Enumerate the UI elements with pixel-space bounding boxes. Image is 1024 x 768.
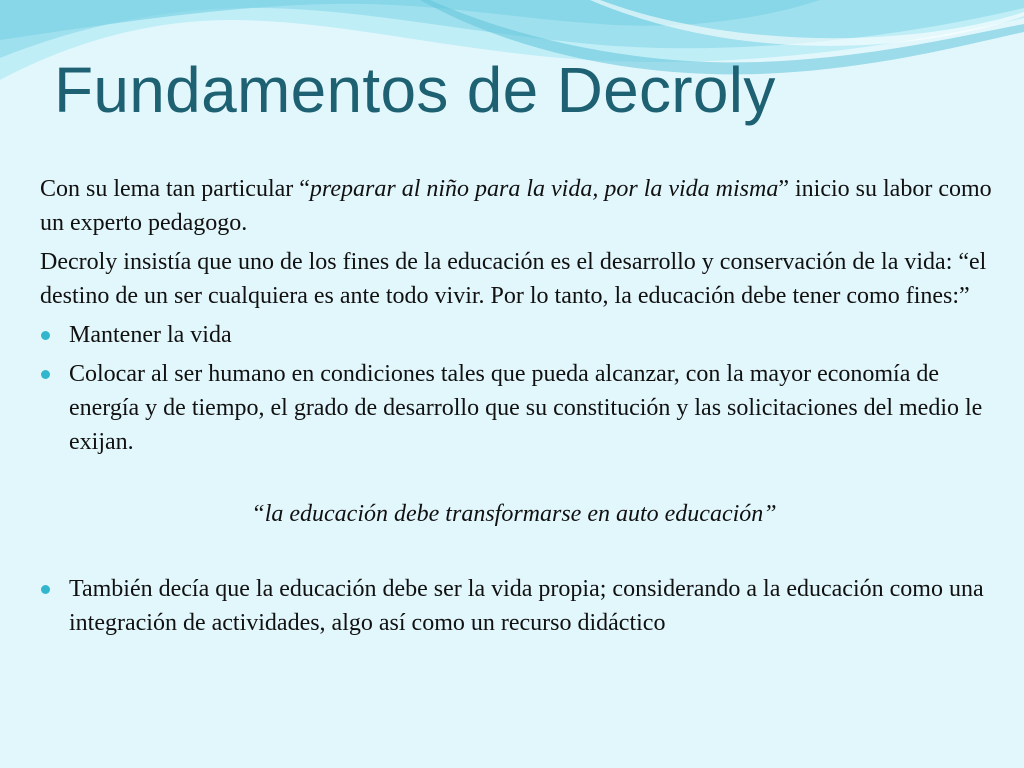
slide-body xyxy=(40,172,1000,645)
intro-suffix: ” inicio su labor como un experto pedagogo. xyxy=(40,176,992,236)
bullet-item xyxy=(40,572,1000,640)
bullet-text: Colocar al ser humano en condiciones tales que pueda alcanzar, con la mayor economía de energía y de tiempo, el grado de desarrollo que su constitución y las solicitaciones del medio le exijan. xyxy=(69,361,983,455)
bullet-text: Mantener la vida xyxy=(69,322,232,348)
quote-text: “la educación debe transformarse en auto educación” xyxy=(251,501,777,527)
bullet-text: También decía que la educación debe ser la vida propia; considerando a la educación como una integración de actividades, algo así como un recurso didáctico xyxy=(69,576,984,636)
intro-prefix: Con su lema tan particular “ xyxy=(40,176,310,202)
bullet-item xyxy=(40,318,1000,352)
bullet-dot-icon xyxy=(41,370,50,379)
bullet-dot-icon xyxy=(41,331,50,340)
decroly-paragraph: Decroly insistía que uno de los fines de la educación es el desarrollo y conservación de la vida: “el destino de un ser cualquiera es ante todo vivir. Por lo tanto, la educación debe tener como fines:” xyxy=(40,249,987,309)
slide-title: Fundamentos de Decroly xyxy=(54,54,776,126)
bullet-item xyxy=(40,357,1000,459)
intro-paragraph xyxy=(40,172,1000,240)
bullet-dot-icon xyxy=(41,585,50,594)
intro-motto: preparar al niño para la vida, por la vida misma xyxy=(309,176,779,202)
